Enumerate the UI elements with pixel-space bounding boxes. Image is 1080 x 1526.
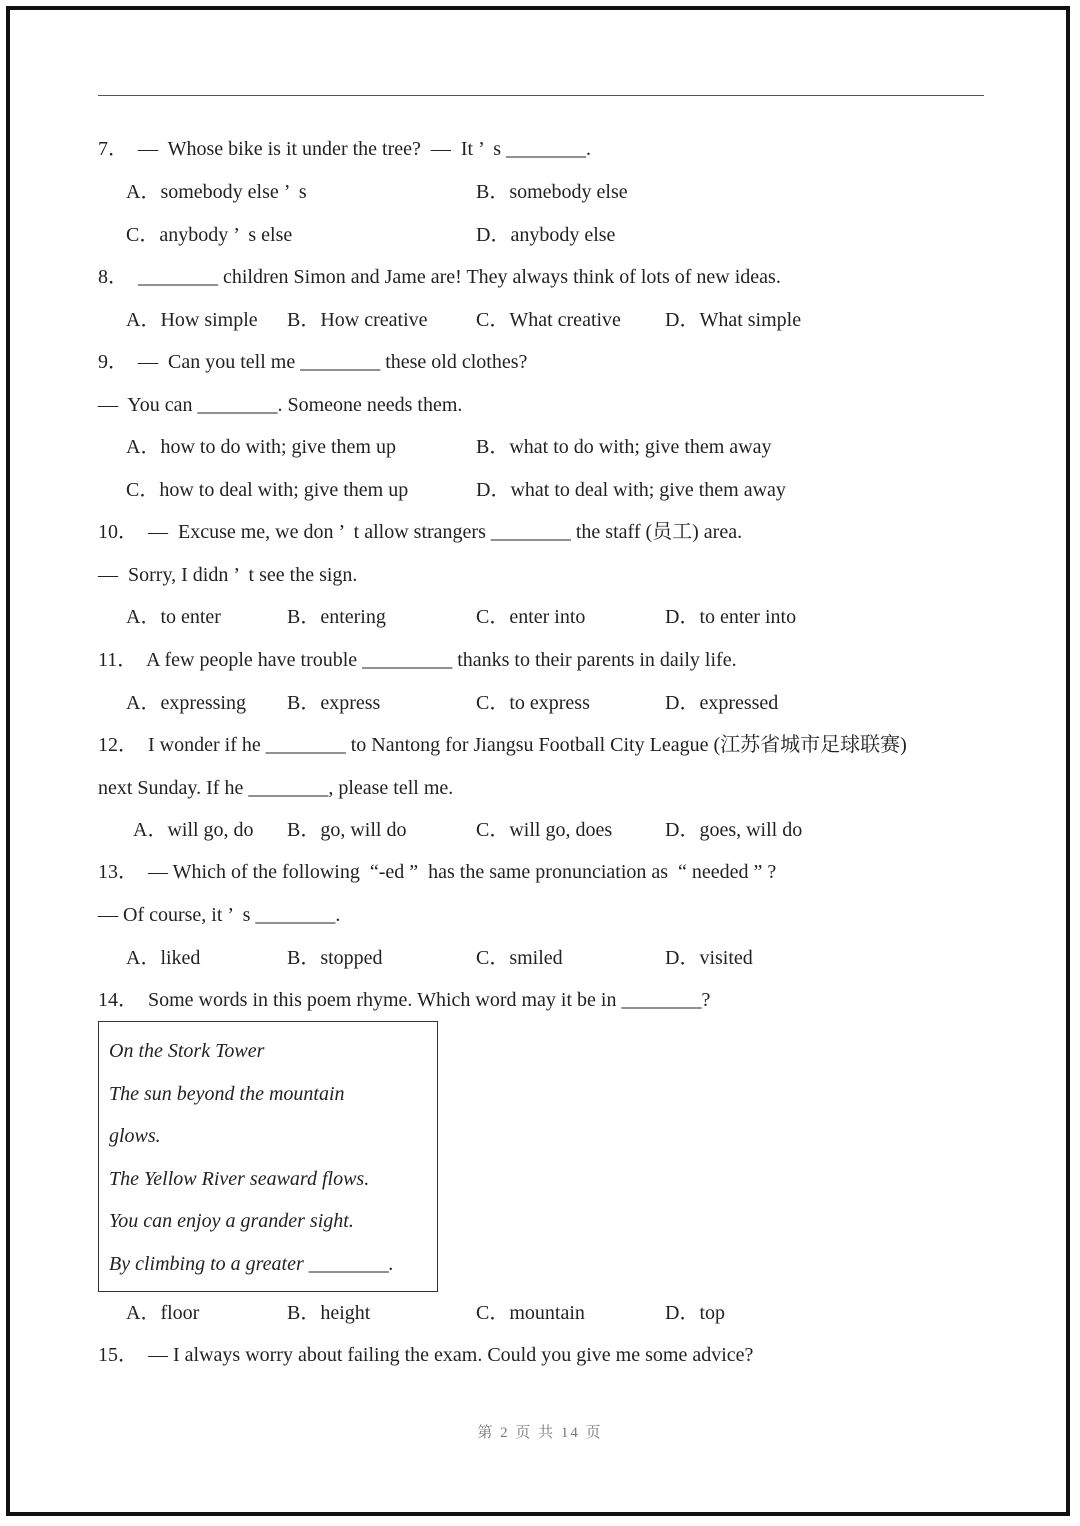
question-7-option-b: B．somebody else	[476, 181, 628, 203]
question-9-option-c: C．how to deal with; give them up	[126, 479, 409, 501]
question-8-stem: 8． ________ children Simon and Jame are! They always think of lots of new ideas.	[98, 266, 781, 288]
question-10-option-b: B．entering	[287, 606, 386, 628]
question-12-line2: next Sunday. If he ________, please tell me.	[98, 777, 454, 799]
question-14-option-d: D．top	[665, 1302, 725, 1324]
question-11-stem: 11． A few people have trouble _________ thanks to their parents in daily life.	[98, 649, 737, 671]
poem-line: The sun beyond the mountain	[109, 1083, 345, 1105]
question-14-stem: 14． Some words in this poem rhyme. Which word may it be in ________?	[98, 989, 711, 1011]
question-10-stem: 10． — Excuse me, we don ’ t allow strangers ________ the staff (员工) area.	[98, 521, 743, 543]
question-13-stem: 13． — Which of the following “-ed ” has the same pronunciation as “ needed ” ?	[98, 861, 777, 883]
question-11-option-d: D．expressed	[665, 692, 779, 714]
question-11-option-c: C．to express	[476, 692, 590, 714]
question-8-option-d: D．What simple	[665, 309, 802, 331]
question-12-option-d: D．goes, will do	[665, 819, 803, 841]
poem-box	[98, 1021, 438, 1292]
question-9-option-a: A．how to do with; give them up	[126, 436, 396, 458]
question-15-stem: 15． — I always worry about failing the exam. Could you give me some advice?	[98, 1344, 754, 1366]
question-11-option-b: B．express	[287, 692, 381, 714]
question-8-option-b: B．How creative	[287, 309, 428, 331]
question-13-option-b: B．stopped	[287, 947, 383, 969]
question-13-option-a: A．liked	[126, 947, 201, 969]
question-14-option-b: B．height	[287, 1302, 371, 1324]
question-10-option-a: A．to enter	[126, 606, 221, 628]
poem-line: You can enjoy a grander sight.	[109, 1210, 354, 1232]
question-13-option-c: C．smiled	[476, 947, 563, 969]
poem-line: By climbing to a greater ________.	[109, 1253, 394, 1275]
question-7-option-a: A．somebody else ’ s	[126, 181, 307, 203]
question-10-option-d: D．to enter into	[665, 606, 797, 628]
question-7-stem: 7． — Whose bike is it under the tree? — It ’ s ________.	[98, 138, 592, 160]
question-12-stem: 12． I wonder if he ________ to Nantong for Jiangsu Football City League (江苏省城市足球联赛)	[98, 734, 907, 756]
question-12-option-a: A．will go, do	[133, 819, 254, 841]
poem-line: The Yellow River seaward flows.	[109, 1168, 370, 1190]
question-14-option-c: C．mountain	[476, 1302, 585, 1324]
question-13-option-d: D．visited	[665, 947, 753, 969]
question-12-option-c: C．will go, does	[476, 819, 613, 841]
poem-line: On the Stork Tower	[109, 1040, 265, 1062]
header-rule	[98, 95, 984, 96]
question-7-option-c: C．anybody ’ s else	[126, 224, 293, 246]
question-10-line2: — Sorry, I didn ’ t see the sign.	[98, 564, 358, 586]
question-12-option-b: B．go, will do	[287, 819, 407, 841]
question-9-option-b: B．what to do with; give them away	[476, 436, 772, 458]
question-7-option-d: D．anybody else	[476, 224, 616, 246]
question-9-line2: — You can ________. Someone needs them.	[98, 394, 463, 416]
question-10-option-c: C．enter into	[476, 606, 586, 628]
question-8-option-c: C．What creative	[476, 309, 621, 331]
question-8-option-a: A．How simple	[126, 309, 258, 331]
question-11-option-a: A．expressing	[126, 692, 246, 714]
question-9-stem: 9． — Can you tell me ________ these old clothes?	[98, 351, 528, 373]
poem-line: glows.	[109, 1125, 161, 1147]
question-14-option-a: A．floor	[126, 1302, 200, 1324]
question-9-option-d: D．what to deal with; give them away	[476, 479, 786, 501]
question-13-line2: — Of course, it ’ s ________.	[98, 904, 341, 926]
page-number-footer: 第 2 页 共 14 页	[477, 1425, 603, 1441]
